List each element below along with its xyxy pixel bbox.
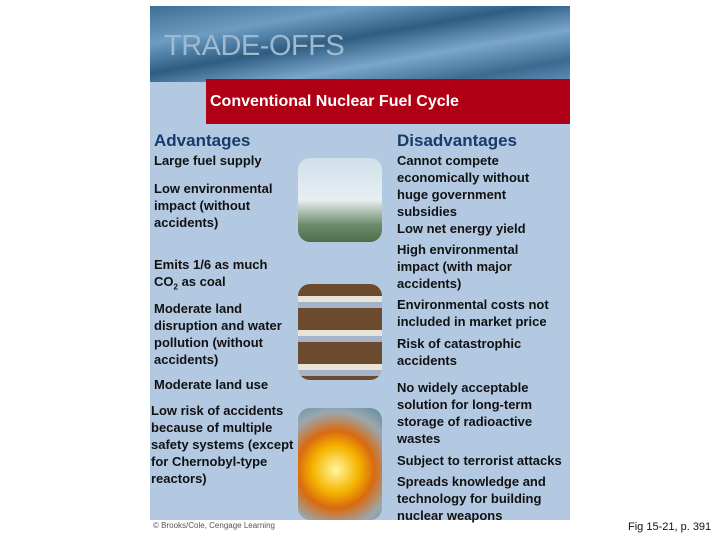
advantage-item: Low risk of accidents because of multiple safety systems (except for Chernobyl-type reactors)	[151, 403, 294, 486]
explosion-image	[298, 408, 382, 520]
disadvantage-item: Environmental costs not included in market price	[397, 297, 549, 329]
subtitle: Conventional Nuclear Fuel Cycle	[210, 93, 459, 110]
disadvantage-item: Low net energy yield	[397, 221, 526, 236]
disadvantage-item: Cannot compete economically without huge government subsidies	[397, 153, 530, 219]
disadvantage-item: Risk of catastrophic accidents	[397, 336, 522, 368]
disadvantage-item: Subject to terrorist attacks	[397, 453, 562, 468]
waste-storage-image	[298, 284, 382, 380]
figure-reference: Fig 15-21, p. 391	[628, 521, 712, 533]
header-banner	[150, 6, 570, 82]
disadvantage-item: No widely acceptable solution for long-term storage of radioactive wastes	[397, 380, 533, 446]
copyright-credit: © Brooks/Cole, Cengage Learning	[153, 521, 275, 530]
tradeoffs-panel	[150, 6, 570, 523]
nuclear-plant-image	[298, 158, 382, 242]
subtitle-bar	[206, 79, 570, 124]
advantages-heading: Advantages	[154, 131, 251, 150]
advantage-item: Low environmental impact (without accidents)	[154, 181, 273, 230]
page-title: TRADE-OFFS	[164, 30, 345, 62]
advantage-item: Emits 1/6 as much $CO_2$ as coal	[154, 257, 268, 292]
disadvantage-item: High environmental impact (with major accidents)	[397, 242, 519, 291]
advantage-item: Moderate land disruption and water pollution (without accidents)	[154, 301, 282, 367]
advantage-item: Moderate land use	[154, 377, 269, 392]
advantage-item: Large fuel supply	[154, 153, 262, 168]
disadvantages-heading: Disadvantages	[397, 131, 517, 150]
disadvantage-item: Spreads knowledge and technology for building nuclear weapons	[397, 474, 546, 523]
